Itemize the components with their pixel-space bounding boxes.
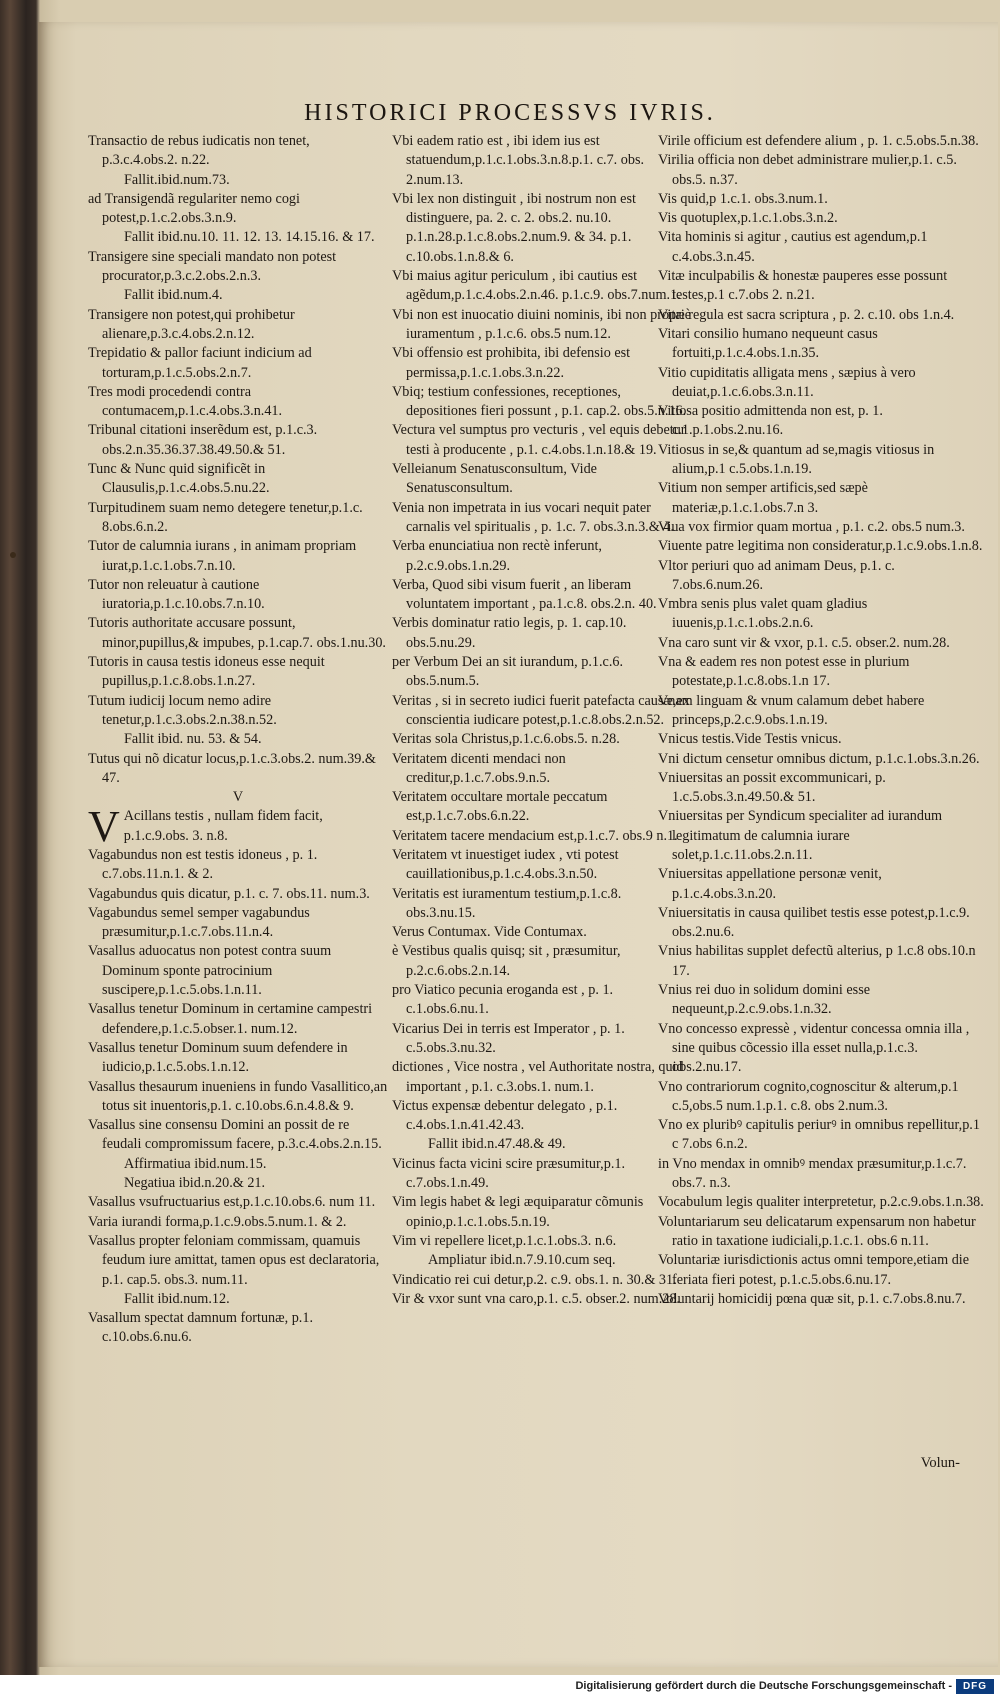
- index-entry: [88, 460, 388, 499]
- index-entry: [392, 537, 692, 576]
- index-entry: [88, 190, 388, 229]
- index-entry: [392, 190, 692, 267]
- index-entry-text: Vnius rei duo in solidum domini esse nequeunt,p.2.c.9.obs.1.n.32.: [658, 982, 871, 1018]
- index-entry-text: Vindicatio rei cui detur,p.2. c.9. obs.1. n. 30.& 31.: [392, 1271, 677, 1288]
- index-entry: [658, 306, 988, 325]
- index-entry: [392, 942, 692, 981]
- index-entry: [658, 1116, 988, 1155]
- index-entry-text: Veritatem vt inuestiget iudex , vti potest cauillationibus,p.1.c.4.obs.3.n.50.: [392, 846, 619, 883]
- index-entry-text: Vitio cupiditatis alligata mens , sæpius à vero deuiat,p.1.c.6.obs.3.n.11.: [658, 364, 916, 400]
- index-entry-text: Virilia officia non debet administrare mulier,p.1. c.5. obs.5. n.37.: [658, 152, 957, 188]
- index-entry: [658, 325, 988, 364]
- index-entry-text: Verbis dominatur ratio legis, p. 1. cap.10. obs.5.nu.29.: [392, 615, 627, 651]
- index-entry: [658, 209, 988, 228]
- index-entry-text: Tutus qui nõ dicatur locus,p.1.c.3.obs.2. num.39.& 47.: [88, 750, 376, 786]
- index-entry-text: Vna & eadem res non potest esse in plurium potestate,p.1.c.8.obs.1.n 17.: [658, 654, 910, 690]
- index-entry: [392, 267, 692, 306]
- index-subentry: Negatiua ibid.n.20.& 21.: [124, 1175, 266, 1192]
- index-entry: [658, 1078, 988, 1117]
- index-entry-text: Vitari consilio humano nequeunt casus fortuiti,p.1.c.4.obs.1.n.35.: [658, 325, 878, 362]
- index-entry-text: Velleianum Senatusconsultum, Vide Senatusconsultum.: [392, 461, 597, 497]
- index-entry-text: Veritatis est iuramentum testium,p.1.c.8. obs.3.nu.15.: [392, 885, 622, 921]
- index-entry: [392, 306, 692, 345]
- index-entry-text: è Vestibus qualis quisq; sit , præsumitur, p.2.c.6.obs.2.n.14.: [392, 943, 621, 979]
- index-entry-text: Tutum iudicij locum nemo adire tenetur,p.1.c.3.obs.2.n.38.n.52.: [88, 692, 277, 728]
- index-subentry: Fallit ibid.num.4.: [124, 287, 223, 304]
- index-entry: [392, 981, 692, 1020]
- index-entry: [658, 1213, 988, 1252]
- index-entry: [658, 904, 988, 943]
- index-entry: [88, 885, 388, 904]
- index-entry: [658, 518, 988, 537]
- index-entry: [658, 402, 988, 441]
- index-entry-text: Tutor de calumnia iurans , in animam propriam iurat,p.1.c.1.obs.7.n.10.: [88, 538, 357, 574]
- index-entry-text: Vagabundus non est testis idoneus , p. 1. c.7.obs.11.n.1. & 2.: [88, 846, 318, 883]
- index-entry-text: Vmbra senis plus valet quam gladius iuuenis,p.1.c.1.obs.2.n.6.: [658, 596, 868, 632]
- index-entry-text: Vicarius Dei in terris est Imperator , p. 1. c.5.obs.3.nu.32.: [392, 1020, 625, 1056]
- index-entry: [658, 1251, 988, 1290]
- index-entry: [658, 441, 988, 480]
- index-entry-text: Vnicus testis.Vide Testis vnicus.: [658, 731, 842, 748]
- index-entry: [88, 1000, 388, 1039]
- index-entry-text: Vita hominis si agitur , cautius est agendum,p.1 c.4.obs.3.n.45.: [658, 229, 928, 265]
- index-entry: [658, 1193, 988, 1212]
- index-subentry: Fallit.ibid.num.73.: [124, 171, 230, 188]
- index-entry-text: Veritatem occultare mortale peccatum est,p.1.c.7.obs.6.n.22.: [392, 789, 608, 825]
- index-entry-text: Veritatem dicenti mendaci non creditur,p.1.c.7.obs.9.n.5.: [392, 750, 566, 786]
- index-entry-text: Vno ex pluribꝰ capitulis periurꝰ in omnibus repellitur,p.1 c 7.obs 6.n.2.: [658, 1117, 980, 1153]
- index-entry: [658, 190, 988, 209]
- index-entry: [658, 1020, 988, 1078]
- index-entry-text: Verus Contumax. Vide Contumax.: [392, 924, 587, 941]
- index-entry: [392, 1020, 692, 1059]
- index-entry-text: Vectura vel sumptus pro vecturis , vel equis debetur testi à producente , p.1. c.4.obs.1.n.18.& 19.: [392, 422, 686, 458]
- index-entry: [658, 653, 988, 692]
- index-entry: [658, 865, 988, 904]
- index-entry-text: Vnius habilitas supplet defectũ alterius, p 1.c.8 obs.10.n 17.: [658, 943, 976, 979]
- index-entry: [658, 692, 988, 731]
- index-entry: [88, 421, 388, 460]
- index-entry: [658, 537, 988, 556]
- index-entry-text: Vna caro sunt vir & vxor, p.1. c.5. obser.2. num.28.: [658, 634, 950, 651]
- index-entry: [392, 846, 692, 885]
- index-entry-text: Vis quotuplex,p.1.c.1.obs.3.n.2.: [658, 210, 838, 227]
- index-subentry: Fallit ibid.nu.10. 11. 12. 13. 14.15.16. & 17.: [124, 229, 375, 246]
- index-entry: [392, 460, 692, 499]
- index-entry-text: Tutoris authoritate accusare possunt, minor,pupillus,& impubes, p.1.cap.7. obs.1.nu.30.: [88, 615, 386, 651]
- index-entry: [88, 576, 388, 615]
- index-entry: [392, 499, 692, 538]
- index-entry-text: Vasallus propter feloniam commissam, quamuis feudum iure amittat, tamen opus est declaratoria, p.1. cap.5. obs.3. num.11.: [88, 1232, 380, 1288]
- index-entry-text: Vasallum spectat damnum fortunæ, p.1. c.10.obs.6.nu.6.: [88, 1310, 313, 1346]
- index-entry: [658, 557, 988, 596]
- index-entry-text: Voluntariæ iurisdictionis actus omni tempore,etiam die feriata fieri potest, p.1.c.5.obs.6.nu.17.: [658, 1252, 970, 1288]
- footer-credit: Digitalisierung gefördert durch die Deutsche Forschungsgemeinschaft -: [575, 1680, 952, 1692]
- index-entry: [658, 228, 988, 267]
- initial-capital: V: [88, 802, 120, 852]
- index-subentry: Fallit ibid. nu. 53. & 54.: [124, 731, 262, 748]
- index-entry-text: Vagabundus semel semper vagabundus præsumitur,p.1.c.7.obs.11.n.4.: [88, 904, 310, 941]
- index-entry-text: Vno concesso expressè , videntur concessa omnia illa , sine quibus cõcessio illa esset nulla,p.1.c.3. obs.2.nu.17.: [658, 1020, 970, 1076]
- index-entry-text: Turpitudinem suam nemo detegere tenetur,p.1.c. 8.obs.6.n.2.: [88, 499, 363, 535]
- index-entry-text: Transactio de rebus iudicatis non tenet, p.3.c.4.obs.2. n.22.: [88, 133, 310, 169]
- index-entry-text: Vniuersitas appellatione personæ venit, p.1.c.4.obs.3.n.20.: [658, 866, 882, 902]
- index-entry-text: Vir & vxor sunt vna caro,p.1. c.5. obser.2. num.28.: [392, 1290, 680, 1307]
- index-entry: [88, 1213, 388, 1232]
- index-entry-text: Transigere sine speciali mandato non potest procurator,p.3.c.2.obs.2.n.3.: [88, 248, 337, 285]
- index-entry-text: ad Transigendã regulariter nemo cogi potest,p.1.c.2.obs.3.n.9.: [88, 190, 300, 227]
- index-entry-text: Vbi non est inuocatio diuini nominis, ibi non propriè iuramentum , p.1.c.6. obs.5 num.12.: [392, 306, 692, 342]
- index-entry: [88, 344, 388, 383]
- index-entry: [88, 499, 388, 538]
- index-entry-text: Voluntarij homicidij pœna quæ sit, p.1. c.7.obs.8.nu.7.: [658, 1290, 966, 1307]
- index-entry-text: Vbiq; testium confessiones, receptiones, depositiones fieri possunt , p.1. cap.2. obs.5.n.16.: [392, 383, 687, 420]
- index-entry: [392, 788, 692, 827]
- index-entry: [658, 364, 988, 403]
- index-entry: [392, 750, 692, 789]
- index-entry: [658, 730, 988, 749]
- index-entry: [658, 634, 988, 653]
- index-entry-text: Trepidatio & pallor faciunt indicium ad torturam,p.1.c.5.obs.2.n.7.: [88, 345, 312, 381]
- index-entry: [392, 614, 692, 653]
- index-entry-text: Tutor non releuatur à cautione iuratoria,p.1.c.10.obs.7.n.10.: [88, 576, 265, 613]
- index-entry: [392, 653, 692, 692]
- index-entry: [392, 1290, 692, 1309]
- index-entry-text: Vbi maius agitur periculum , ibi cautius est agẽdum,p.1.c.4.obs.2.n.46. p.1.c.9. obs.7.num.1.: [392, 268, 681, 304]
- index-entry-text: Varia iurandi forma,p.1.c.9.obs.5.num.1. & 2.: [88, 1213, 347, 1230]
- index-entry: [658, 132, 988, 151]
- index-entry: [392, 132, 692, 190]
- index-entry-text: Vitiosus in se,& quantum ad se,magis vitiosus in alium,p.1 c.5.obs.1.n.19.: [658, 441, 935, 478]
- index-entry-text: Acillans testis , nullam fidem facit, p.1.c.9.obs. 3. n.8.: [123, 808, 323, 844]
- index-entry-text: Tunc & Nunc quid significẽt in Clausulis,p.1.c.4.obs.5.nu.22.: [88, 461, 270, 497]
- index-entry: [88, 132, 388, 171]
- index-entry-text: per Verbum Dei an sit iurandum, p.1.c.6. obs.5.num.5.: [392, 654, 624, 690]
- index-entry-text: Vim vi repellere licet,p.1.c.1.obs.3. n.6.: [392, 1232, 617, 1249]
- index-entry-text: Vitæ regula est sacra scriptura , p. 2. c.10. obs 1.n.4.: [658, 306, 955, 323]
- index-entry: [88, 1039, 388, 1078]
- index-subentry: Affirmatiua ibid.num.15.: [124, 1155, 267, 1172]
- index-entry: [658, 942, 988, 981]
- index-entry: [88, 750, 388, 789]
- index-entry: [88, 537, 388, 576]
- index-entry-text: Victus expensæ debentur delegato , p.1. c.4.obs.1.n.41.42.43.: [392, 1097, 618, 1134]
- index-entry: [88, 802, 388, 852]
- index-entry: [658, 267, 988, 306]
- index-entry-text: Veritas , si in secreto iudici fuerit patefacta causæ,ex conscientia iudicare potest,p.1.c.8.obs.2.n.52.: [392, 692, 690, 728]
- binding-hole: [10, 552, 16, 558]
- index-entry-text: Transigere non potest,qui prohibetur alienare,p.3.c.4.obs.2.n.12.: [88, 306, 295, 342]
- index-entry-text: Veritatem tacere mendacium est,p.1.c.7. obs.9 n.1.: [392, 827, 678, 844]
- index-entry-text: dictiones , Vice nostra , vel Authoritate nostra, quid important , p.1. c.3.obs.1. num.1.: [392, 1059, 684, 1095]
- index-entry-text: Vniuersitas an possit excommunicari, p. 1.c.5.obs.3.n.49.50.& 51.: [658, 769, 886, 806]
- index-entry-text: Vniuersitas per Syndicum specialiter ad iurandum legitimatum de calumnia iurare solet,p.1.c.11.obs.2.n.11.: [658, 808, 943, 863]
- index-entry: [392, 1232, 692, 1251]
- index-entry: [658, 595, 988, 634]
- index-entry-text: Viua vox firmior quam mortua , p.1. c.2. obs.5 num.3.: [658, 518, 965, 535]
- index-entry-text: Verba, Quod sibi visum fuerit , an liberam voluntatem important , pa.1.c.8. obs.2.n. 40.: [392, 576, 657, 613]
- index-subentry: Fallit ibid.n.47.48.& 49.: [428, 1136, 566, 1153]
- index-entry: [658, 981, 988, 1020]
- index-entry-text: Vitiosa positio admittenda non est, p. 1. c.1.p.1.obs.2.nu.16.: [658, 403, 883, 439]
- index-entry: [658, 1155, 988, 1194]
- catchword: Volun-: [920, 1455, 960, 1471]
- index-entry: [392, 885, 692, 924]
- index-entry-text: Vocabulum legis qualiter interpretetur, p.2.c.9.obs.1.n.38.: [658, 1194, 984, 1211]
- index-entry: [392, 383, 692, 422]
- index-entry: [88, 1309, 388, 1348]
- index-entry-text: Vbi offensio est prohibita, ibi defensio est permissa,p.1.c.1.obs.3.n.22.: [392, 345, 631, 381]
- index-entry-text: Vasallus tenetur Dominum suum defendere in iudicio,p.1.c.5.obs.1.n.12.: [88, 1039, 348, 1076]
- index-entry-text: Vasallus vsufructuarius est,p.1.c.10.obs.6. num 11.: [88, 1194, 376, 1211]
- index-entry: [658, 151, 988, 190]
- index-entry: [392, 730, 692, 749]
- index-entry-text: Virile officium est defendere alium , p. 1. c.5.obs.5.n.38.: [658, 133, 979, 149]
- index-entry-text: Vagabundus quis dicatur, p.1. c. 7. obs.11. num.3.: [88, 885, 370, 902]
- index-entry-text: Vasallus aduocatus non potest contra suum Dominum sponte patrocinium suscipere,p.1.c.5.obs.1.n.11.: [88, 943, 332, 999]
- index-entry: [392, 421, 692, 460]
- index-entry: [392, 1193, 692, 1232]
- index-entry: [88, 1193, 388, 1212]
- index-entry: [88, 904, 388, 943]
- index-entry-text: Vasallus thesaurum inueniens in fundo Vasallitico,an totus sit inuentoris,p.1. c.10.obs.6.n.4.8.& 9.: [88, 1078, 388, 1114]
- index-entry: [392, 923, 692, 942]
- index-entry: [88, 942, 388, 1000]
- index-entry-text: Venia non impetrata in ius vocari nequit pater carnalis vel spiritualis , p. 1.c. 7. obs.3.n.3.& 4.: [392, 499, 674, 535]
- index-entry: [658, 1290, 988, 1309]
- index-entry-text: Vasallus sine consensu Domini an possit de re feudali compromissum facere, p.3.c.4.obs.2.n.15.: [88, 1117, 382, 1153]
- index-entry-text: Vim legis habet & legi æquiparatur cõmunis opinio,p.1.c.1.obs.5.n.19.: [392, 1194, 644, 1230]
- index-entry-text: Voluntariarum seu delicatarum expensarum non habetur ratio in taxatione iudiciali,p.1.c.1. obs.6 n.11.: [658, 1213, 976, 1249]
- index-entry: [88, 1078, 388, 1117]
- index-entry: [658, 750, 988, 769]
- index-entry: [392, 827, 692, 846]
- index-entry: [88, 306, 388, 345]
- index-entry-text: Vno contrariorum cognito,cognoscitur & alterum,p.1 c.5,obs.5 num.1.p.1. c.8. obs 2.num.3.: [658, 1078, 959, 1114]
- index-entry: [88, 692, 388, 731]
- page-title: HISTORICI PROCESSVS IVRIS.: [304, 100, 716, 126]
- index-entry-text: Vbi eadem ratio est , ibi idem ius est statuendum,p.1.c.1.obs.3.n.8.p.1. c.7. obs. 2.num.13.: [392, 133, 645, 188]
- index-entry: [88, 1116, 388, 1155]
- index-entry: [658, 807, 988, 865]
- index-entry-text: Vitium non semper artificis,sed sæpè materiæ,p.1.c.1.obs.7.n 3.: [658, 480, 868, 516]
- index-entry-text: Tutoris in causa testis idoneus esse nequit pupillus,p.1.c.8.obs.1.n.27.: [88, 654, 325, 690]
- index-entry-text: Vasallus tenetur Dominum in certamine campestri defendere,p.1.c.5.obser.1. num.12.: [88, 1001, 373, 1037]
- dfg-logo[interactable]: DFG: [956, 1679, 994, 1694]
- index-column-2: [392, 132, 692, 1309]
- index-entry-text: Vltor periuri quo ad animam Deus, p.1. c. 7.obs.6.num.26.: [658, 557, 895, 593]
- index-entry-text: Vbi lex non distinguit , ibi nostrum non est distinguere, pa. 2. c. 2. obs.2. nu.10. p.1.n.28.p.1.c.8.obs.2.num.9. & 34. p.1. c.10.obs.1.n.8.& 6.: [392, 190, 636, 265]
- index-entry: [658, 769, 988, 808]
- index-subentry: Fallit ibid.num.12.: [124, 1290, 230, 1307]
- index-entry: [88, 383, 388, 422]
- index-entry: [88, 248, 388, 287]
- index-entry: [392, 344, 692, 383]
- index-entry: [392, 1058, 692, 1097]
- index-entry-text: Vniuersitatis in causa quilibet testis esse potest,p.1.c.9. obs.2.nu.6.: [658, 904, 970, 941]
- index-entry-text: Viuente patre legitima non consideratur,p.1.c.9.obs.1.n.8.: [658, 538, 983, 555]
- index-entry-text: Vicinus facta vicini scire præsumitur,p.1. c.7.obs.1.n.49.: [392, 1155, 626, 1192]
- index-entry-text: Tribunal citationi inserẽdum est, p.1.c.3. obs.2.n.35.36.37.38.49.50.& 51.: [88, 422, 318, 458]
- index-entry-text: Veritas sola Christus,p.1.c.6.obs.5. n.28.: [392, 731, 620, 748]
- index-entry: [88, 1232, 388, 1290]
- index-entry: [88, 846, 388, 885]
- index-entry-text: Vitæ inculpabilis & honestæ pauperes esse possunt testes,p.1 c.7.obs 2. n.21.: [658, 268, 948, 304]
- index-entry: [392, 1155, 692, 1194]
- index-entry: [88, 653, 388, 692]
- index-entry: [392, 692, 692, 731]
- index-column-3: [658, 132, 988, 1309]
- index-entry: [658, 479, 988, 518]
- index-entry: [392, 576, 692, 615]
- index-entry: [88, 614, 388, 653]
- section-letter: V: [232, 789, 244, 806]
- index-entry-text: in Vno mendax in omnibꝰ mendax præsumitur,p.1.c.7. obs.7. n.3.: [658, 1155, 967, 1192]
- index-column-1: [88, 132, 388, 1348]
- index-entry-text: pro Viatico pecunia eroganda est , p. 1. c.1.obs.6.nu.1.: [392, 982, 614, 1018]
- index-entry-text: Vis quid,p 1.c.1. obs.3.num.1.: [658, 190, 828, 207]
- index-entry-text: Verba enunciatiua non rectè inferunt, p.2.c.9.obs.1.n.29.: [392, 538, 602, 574]
- index-entry: [392, 1097, 692, 1136]
- index-entry-text: Vni dictum censetur omnibus dictum, p.1.c.1.obs.3.n.26.: [658, 750, 980, 767]
- index-entry-text: Tres modi procedendi contra contumacem,p.1.c.4.obs.3.n.41.: [88, 383, 283, 420]
- index-subentry: Ampliatur ibid.n.7.9.10.cum seq.: [428, 1252, 616, 1269]
- index-entry: [392, 1271, 692, 1290]
- index-entry-text: Vnam linguam & vnum calamum debet habere princeps,p.2.c.9.obs.1.n.19.: [658, 692, 925, 728]
